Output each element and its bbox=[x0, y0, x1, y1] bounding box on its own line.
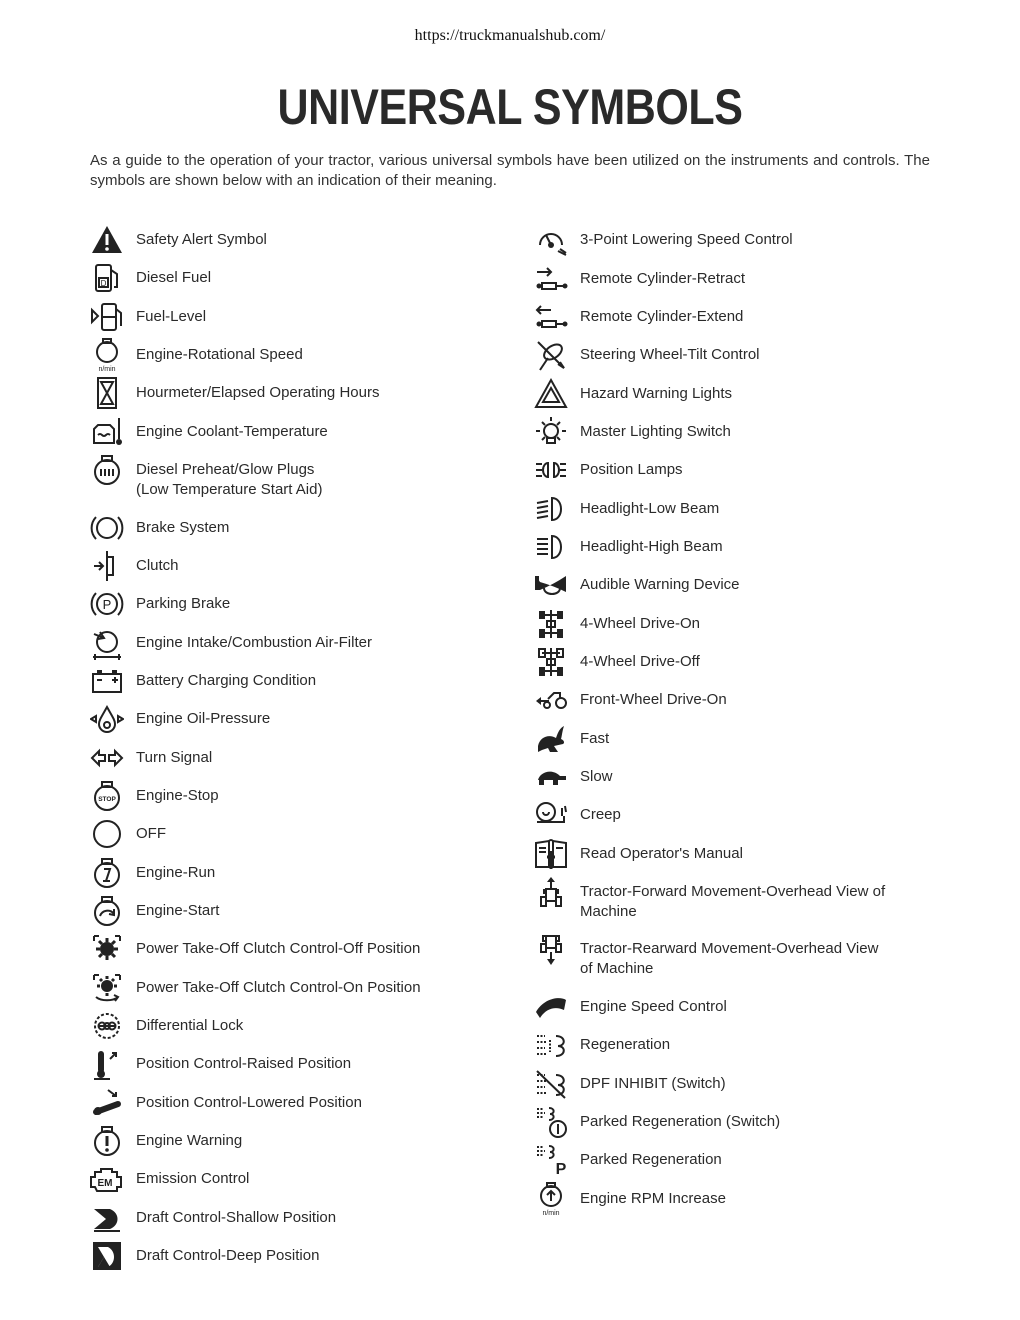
symbol-label: Tractor-Rearward Movement-Overhead View of Machine bbox=[580, 940, 879, 977]
symbol-label: Draft Control-Deep Position bbox=[136, 1247, 320, 1264]
position-lowered-icon bbox=[89, 1085, 125, 1121]
safety-alert-icon bbox=[89, 222, 125, 258]
symbol-row bbox=[89, 855, 215, 891]
symbol-row bbox=[89, 260, 211, 296]
symbol-label: Power Take-Off Clutch Control-On Position bbox=[136, 979, 421, 996]
position-raised-icon bbox=[89, 1046, 125, 1082]
symbol-row bbox=[89, 1238, 319, 1274]
pto-on-icon bbox=[89, 970, 125, 1006]
symbol-row bbox=[89, 701, 270, 737]
symbol-row bbox=[89, 1085, 362, 1121]
turtle-icon bbox=[533, 759, 569, 795]
parking-brake-icon bbox=[89, 586, 125, 622]
symbol-row bbox=[533, 376, 920, 412]
symbol-label: Headlight-High Beam bbox=[580, 538, 723, 555]
symbol-row bbox=[89, 625, 372, 661]
draft-shallow-icon bbox=[89, 1200, 125, 1236]
symbol-row bbox=[533, 797, 920, 833]
symbol-label: Diesel Preheat/Glow Plugs (Low Temperature Start Aid) bbox=[136, 461, 323, 498]
parked-regen-icon bbox=[533, 1142, 569, 1178]
coolant-temperature-icon bbox=[89, 414, 125, 450]
symbol-label: Regeneration bbox=[580, 1036, 671, 1053]
symbol-row bbox=[533, 989, 920, 1025]
emission-control-icon bbox=[89, 1161, 125, 1197]
symbol-row bbox=[89, 1161, 249, 1197]
symbol-label: Read Operator's Manual bbox=[580, 845, 743, 862]
symbol-row bbox=[533, 759, 920, 795]
engine-stop-icon bbox=[89, 778, 125, 814]
low-beam-icon bbox=[533, 491, 569, 527]
symbol-label: Position Control-Raised Position bbox=[136, 1055, 352, 1072]
symbol-row bbox=[89, 452, 322, 499]
symbol-label: Hourmeter/Elapsed Operating Hours bbox=[136, 384, 380, 401]
symbol-row bbox=[89, 970, 421, 1006]
symbol-row bbox=[533, 452, 920, 488]
symbol-row bbox=[533, 529, 920, 565]
symbol-row bbox=[89, 663, 316, 699]
hazard-icon bbox=[533, 376, 569, 412]
oil-pressure-icon bbox=[89, 701, 125, 737]
symbol-label: DPF INHIBIT (Switch) bbox=[580, 1075, 726, 1092]
speed-control-icon bbox=[533, 989, 569, 1025]
symbol-label: Headlight-Low Beam bbox=[580, 500, 720, 517]
engine-start-icon bbox=[89, 893, 125, 929]
symbol-row bbox=[533, 1066, 920, 1102]
symbol-label: Power Take-Off Clutch Control-Off Position bbox=[136, 940, 421, 957]
symbol-label: Clutch bbox=[136, 557, 179, 574]
symbol-row bbox=[533, 874, 920, 921]
symbol-row bbox=[89, 222, 267, 258]
symbol-label: Differential Lock bbox=[136, 1017, 244, 1034]
symbol-label: Slow bbox=[580, 768, 613, 785]
intro-paragraph: As a guide to the operation of your tractor, various universal symbols have been utilized on the instruments and controls. The symbols are shown below with an indication of their meaning. bbox=[90, 152, 930, 189]
svg-text:STOP: STOP bbox=[98, 796, 116, 803]
symbol-row bbox=[533, 337, 920, 373]
symbol-row bbox=[533, 222, 920, 258]
symbol-row bbox=[533, 606, 920, 642]
pto-off-icon bbox=[89, 931, 125, 967]
symbol-row bbox=[89, 510, 229, 546]
symbol-label: Engine Intake/Combustion Air-Filter bbox=[136, 634, 372, 651]
symbol-label: Emission Control bbox=[136, 1170, 250, 1187]
differential-lock-icon bbox=[89, 1008, 125, 1044]
glow-plug-icon bbox=[89, 452, 125, 488]
svg-text:n/min: n/min bbox=[98, 366, 116, 372]
4wd-off-icon bbox=[533, 644, 569, 680]
symbol-label: Fast bbox=[580, 730, 610, 747]
symbol-row bbox=[89, 375, 379, 411]
svg-text:n/min: n/min bbox=[542, 1210, 560, 1216]
off-icon bbox=[89, 816, 125, 852]
svg-text:P: P bbox=[555, 1161, 567, 1177]
lowering-speed-icon bbox=[533, 222, 569, 258]
symbol-label: Engine-Start bbox=[136, 902, 220, 919]
symbol-row bbox=[89, 548, 179, 584]
symbol-row bbox=[533, 721, 920, 757]
symbol-row bbox=[89, 893, 219, 929]
rabbit-icon bbox=[533, 721, 569, 757]
symbol-row bbox=[533, 1027, 920, 1063]
symbol-label: Steering Wheel-Tilt Control bbox=[580, 346, 760, 363]
symbol-row bbox=[89, 931, 420, 967]
symbol-row bbox=[533, 261, 920, 297]
symbol-row bbox=[533, 931, 920, 978]
symbol-label: Engine RPM Increase bbox=[580, 1190, 726, 1207]
symbol-row bbox=[533, 1104, 920, 1140]
symbol-row bbox=[89, 586, 230, 622]
symbol-row bbox=[533, 1142, 920, 1178]
steering-tilt-icon bbox=[533, 337, 569, 373]
symbol-label: Position Lamps bbox=[580, 461, 683, 478]
engine-run-icon bbox=[89, 855, 125, 891]
symbol-label: Brake System bbox=[136, 519, 230, 536]
brake-system-icon bbox=[89, 510, 125, 546]
symbol-label: Battery Charging Condition bbox=[136, 672, 317, 689]
symbol-label: Audible Warning Device bbox=[580, 576, 740, 593]
symbol-row bbox=[533, 644, 920, 680]
symbol-label: Engine Coolant-Temperature bbox=[136, 423, 328, 440]
symbol-row bbox=[89, 1008, 243, 1044]
battery-icon bbox=[89, 663, 125, 699]
snail-icon bbox=[533, 797, 569, 833]
symbol-label: Engine Speed Control bbox=[580, 998, 727, 1015]
symbol-row bbox=[533, 491, 920, 527]
symbol-label: Engine Warning bbox=[136, 1132, 243, 1149]
symbol-label: Engine Oil-Pressure bbox=[136, 710, 271, 727]
engine-warning-icon bbox=[89, 1123, 125, 1159]
symbol-row bbox=[89, 299, 206, 335]
4wd-on-icon bbox=[533, 606, 569, 642]
symbol-row bbox=[533, 682, 920, 718]
symbol-label: Parked Regeneration bbox=[580, 1151, 722, 1168]
fuel-level-icon bbox=[89, 299, 125, 335]
symbol-label: Position Control-Lowered Position bbox=[136, 1094, 362, 1111]
symbol-row bbox=[533, 836, 920, 872]
symbol-label: Engine-Run bbox=[136, 864, 216, 881]
symbol-label: Draft Control-Shallow Position bbox=[136, 1209, 337, 1226]
svg-text:EM: EM bbox=[97, 1178, 113, 1189]
light-bulb-icon bbox=[533, 414, 569, 450]
svg-text:P: P bbox=[102, 597, 112, 612]
symbol-row bbox=[89, 414, 328, 450]
tractor-forward-icon bbox=[533, 874, 569, 910]
cylinder-extend-icon bbox=[533, 299, 569, 335]
symbol-label: Creep bbox=[580, 806, 621, 823]
symbol-row bbox=[89, 740, 212, 776]
parked-regen-switch-icon bbox=[533, 1104, 569, 1140]
symbol-label: Fuel-Level bbox=[136, 308, 207, 325]
symbol-label: Front-Wheel Drive-On bbox=[580, 691, 727, 708]
symbol-label: OFF bbox=[136, 825, 166, 842]
rpm-increase-icon bbox=[533, 1181, 569, 1217]
source-url[interactable]: https://truckmanualshub.com/ bbox=[414, 27, 606, 44]
page-title: UNIVERSAL SYMBOLS bbox=[277, 79, 743, 135]
symbol-label: Hazard Warning Lights bbox=[580, 385, 733, 402]
air-filter-icon bbox=[89, 625, 125, 661]
symbol-label: Parked Regeneration (Switch) bbox=[580, 1113, 781, 1130]
clutch-icon bbox=[89, 548, 125, 584]
symbol-label: Engine-Stop bbox=[136, 787, 219, 804]
symbol-label: Remote Cylinder-Retract bbox=[580, 270, 746, 287]
symbol-label: Diesel Fuel bbox=[136, 269, 212, 286]
cylinder-retract-icon bbox=[533, 261, 569, 297]
dpf-inhibit-icon bbox=[533, 1066, 569, 1102]
symbol-row bbox=[533, 1181, 920, 1217]
turn-signal-icon bbox=[89, 740, 125, 776]
symbol-label: Master Lighting Switch bbox=[580, 423, 731, 440]
symbol-row bbox=[533, 299, 920, 335]
symbol-label: Safety Alert Symbol bbox=[136, 231, 267, 248]
symbol-row bbox=[89, 1046, 351, 1082]
position-lamps-icon bbox=[533, 452, 569, 488]
symbol-row bbox=[533, 414, 920, 450]
high-beam-icon bbox=[533, 529, 569, 565]
hourglass-icon bbox=[89, 375, 125, 411]
symbol-label: 4-Wheel Drive-On bbox=[580, 615, 701, 632]
draft-deep-icon bbox=[89, 1238, 125, 1274]
symbol-row bbox=[89, 1200, 336, 1236]
regeneration-icon bbox=[533, 1027, 569, 1063]
symbol-row bbox=[533, 567, 920, 603]
tractor-rearward-icon bbox=[533, 931, 569, 967]
symbol-label: 4-Wheel Drive-Off bbox=[580, 653, 700, 670]
front-wheel-drive-icon bbox=[533, 682, 569, 718]
symbol-label: Tractor-Forward Movement-Overhead View of Machine bbox=[580, 883, 886, 920]
svg-text:D: D bbox=[100, 279, 107, 288]
symbol-label: Parking Brake bbox=[136, 595, 231, 612]
symbol-row bbox=[89, 337, 303, 373]
symbol-label: Turn Signal bbox=[136, 749, 213, 766]
engine-speed-icon bbox=[89, 337, 125, 373]
symbol-label: Remote Cylinder-Extend bbox=[580, 308, 744, 325]
symbol-label: Engine-Rotational Speed bbox=[136, 346, 303, 363]
symbol-label: 3-Point Lowering Speed Control bbox=[580, 231, 793, 248]
symbol-row bbox=[89, 778, 219, 814]
horn-icon bbox=[533, 567, 569, 603]
symbol-row bbox=[89, 816, 166, 852]
symbol-row bbox=[89, 1123, 242, 1159]
diesel-fuel-icon bbox=[89, 260, 125, 296]
manual-icon bbox=[533, 836, 569, 872]
